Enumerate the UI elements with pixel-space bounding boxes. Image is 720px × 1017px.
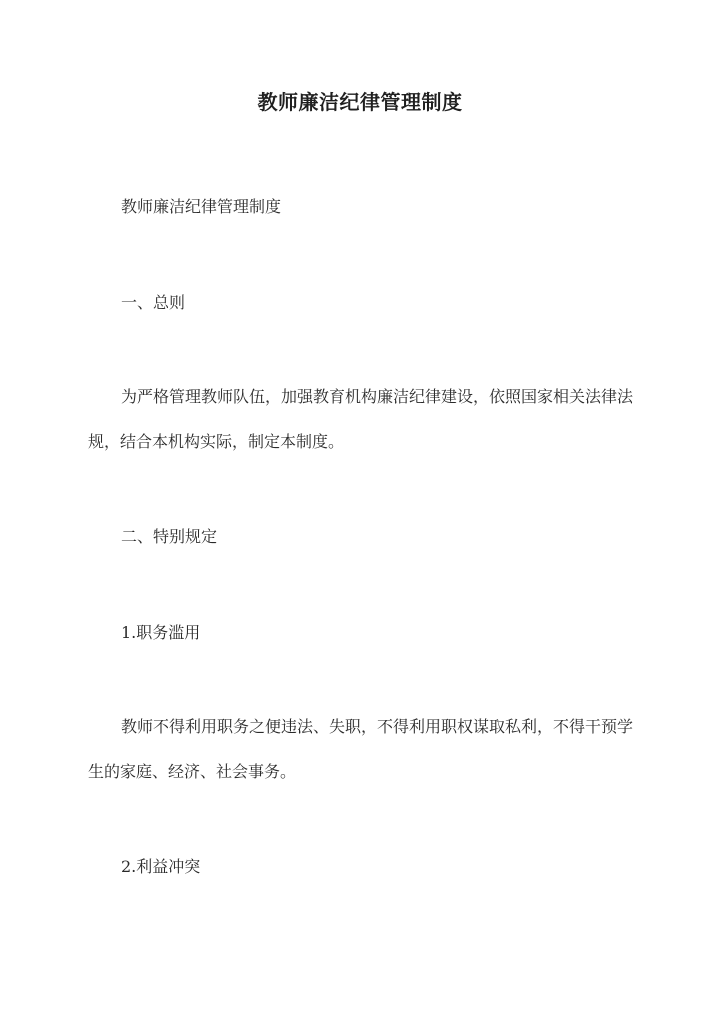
item-body-abuse: 教师不得利用职务之便违法、失职，不得利用职权谋取私利，不得干预学生的家庭、经济、社会事务。	[88, 717, 634, 781]
item-heading-conflict: 2.利益冲突	[121, 857, 201, 876]
document-subtitle: 教师廉洁纪律管理制度	[121, 197, 282, 216]
section-heading-general: 一、总则	[121, 293, 186, 312]
document-title: 教师廉洁纪律管理制度	[257, 90, 463, 114]
section-body-general: 为严格管理教师队伍，加强教育机构廉洁纪律建设，依照国家相关法律法规，结合本机构实际，制定本制度。	[88, 387, 634, 451]
section-heading-special: 二、特别规定	[121, 527, 218, 546]
item-heading-abuse: 1.职务滥用	[121, 623, 201, 642]
